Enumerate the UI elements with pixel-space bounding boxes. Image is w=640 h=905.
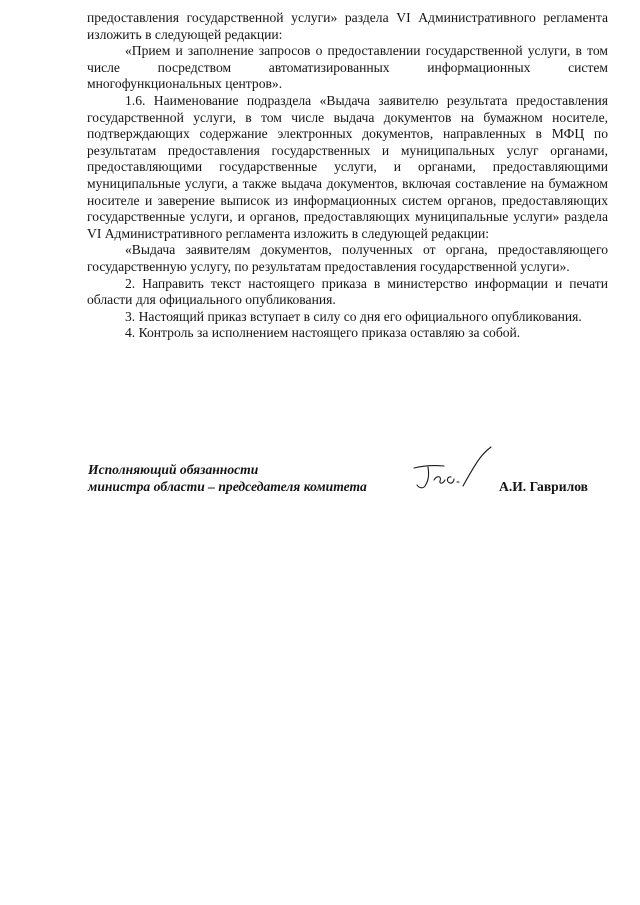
signatory-position-line-2: министра области – председателя комитета <box>88 479 367 494</box>
signatory-position <box>88 461 388 495</box>
paragraph-quote-reception: «Прием и заполнение запросов о предоставлении государственной услуги, в том числе посредством автоматизированных информационных систем многофункциональных центров». <box>87 43 608 92</box>
paragraph-quote-issuance: «Выдача заявителям документов, полученных от органа, предоставляющего государственную услугу, по результатам предоставления государственной услуги». <box>87 242 608 274</box>
signatory-name: А.И. Гаврилов <box>499 479 588 494</box>
signatory-position-line-1: Исполняющий обязанности <box>88 462 259 477</box>
paragraph-item-4: 4. Контроль за исполнением настоящего приказа оставляю за собой. <box>125 325 521 341</box>
document-body <box>87 10 608 342</box>
paragraph-item-2: 2. Направить текст настоящего приказа в министерство информации и печати области для официального опубликования. <box>87 275 608 308</box>
paragraph-section-title-continuation: предоставления государственной услуги» раздела VI Административного регламента изложить в следующей редакции: <box>87 10 608 42</box>
handwritten-signature <box>408 444 498 500</box>
paragraph-item-3: 3. Настоящий приказ вступает в силу со дня его официального опубликования. <box>125 308 582 324</box>
paragraph-item-1-6: 1.6. Наименование подраздела «Выдача заявителю результата предоставления государственной услуги, в том числе выдача документов на бумажном носителе, подтверждающих содержание электронных документов, направленных в МФЦ по результатам предоставления государственных и муниципальных услуг органами, предоставляющими государственные услуги, и органами, предоставляющими муниципальные услуги, а также выдача документов, включая составление на бумажном носителе и заверение выписок из информационных систем органов, предоставляющих государственные услуги, и органов, предоставляющих муниципальные услуги» раздела VI Административного регламента изложить в следующей редакции: <box>87 92 608 241</box>
